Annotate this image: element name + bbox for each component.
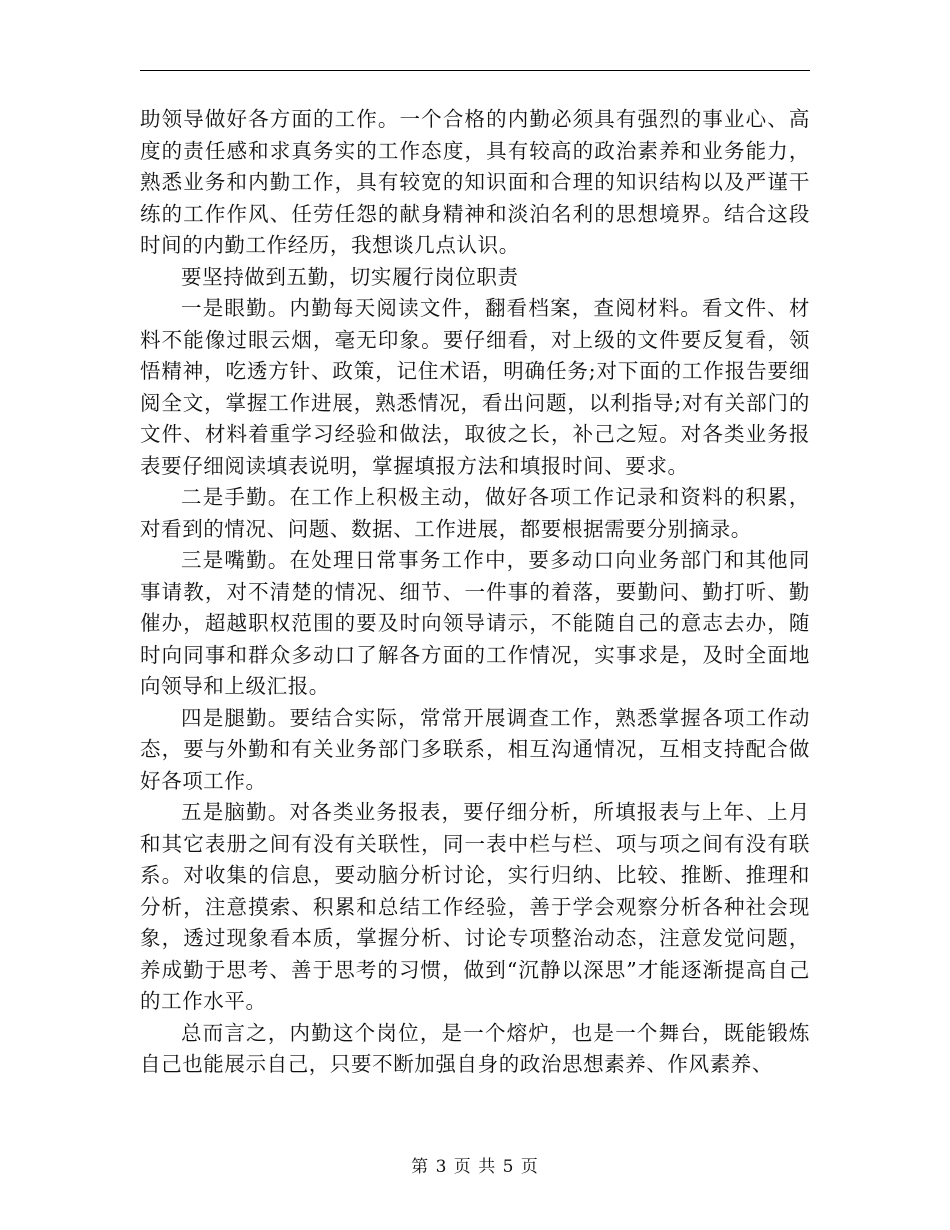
paragraph-1: 助领导做好各方面的工作。一个合格的内勤必须具有强烈的事业心、高度的责任感和求真务实的工作态度，具有较高的政治素养和业务能力，熟悉业务和内勤工作，具有较宽的知识面和合理的知识结构以及严谨干练的工作作风、任劳任怨的献身精神和淡泊名利的思想境界。结合这段时间的内勤工作经历，我想谈几点认识。 bbox=[140, 107, 810, 257]
page-number-footer: 第 3 页 共 5 页 bbox=[411, 1157, 539, 1177]
paragraph-hand-diligence: 二是手勤。在工作上积极主动，做好各项工作记录和资料的积累，对看到的情况、问题、数据、工作进展，都要根据需要分别摘录。 bbox=[140, 485, 810, 541]
section-heading: 要坚持做到五勤，切实履行岗位职责 bbox=[181, 264, 519, 289]
document-body bbox=[140, 104, 810, 1081]
paragraph-eye-diligence: 一是眼勤。内勤每天阅读文件，翻看档案，查阅材料。看文件、材料不能像过眼云烟，毫无印象。要仔细看，对上级的文件要反复看，领悟精神，吃透方针、政策，记住术语，明确任务;对下面的工作报告要细阅全文，掌握工作进展，熟悉情况，看出问题，以利指导;对有关部门的文件、材料着重学习经验和做法，取彼之长，补己之短。对各类业务报表要仔细阅读填表说明，掌握填报方法和填报时间、要求。 bbox=[140, 296, 810, 478]
paragraph-brain-diligence: 五是脑勤。对各类业务报表，要仔细分析，所填报表与上年、上月和其它表册之间有没有关联性，同一表中栏与栏、项与项之间有没有联系。对收集的信息，要动脑分析讨论，实行归纳、比较、推断、推理和分析，注意摸索、积累和总结工作经验，善于学会观察分析各种社会现象，透过现象看本质，掌握分析、讨论专项整治动态，注意发觉问题，养成勤于思考、善于思考的习惯，做到“沉静以深思”才能逐渐提高自己的工作水平。 bbox=[140, 800, 810, 1013]
paragraph-mouth-diligence: 三是嘴勤。在处理日常事务工作中，要多动口向业务部门和其他同事请教，对不清楚的情况、细节、一件事的着落，要勤问、勤打听、勤催办，超越职权范围的要及时向领导请示，不能随自己的意志去办，随时向同事和群众多动口了解各方面的工作情况，实事求是，及时全面地向领导和上级汇报。 bbox=[140, 548, 810, 698]
paragraph-leg-diligence: 四是腿勤。要结合实际，常常开展调查工作，熟悉掌握各项工作动态，要与外勤和有关业务部门多联系，相互沟通情况，互相支持配合做好各项工作。 bbox=[140, 705, 810, 793]
header-rule bbox=[140, 70, 810, 71]
paragraph-conclusion: 总而言之，内勤这个岗位，是一个熔炉，也是一个舞台，既能锻炼自己也能展示自己，只要不断加强自身的政治思想素养、作风素养、 bbox=[140, 1020, 810, 1076]
